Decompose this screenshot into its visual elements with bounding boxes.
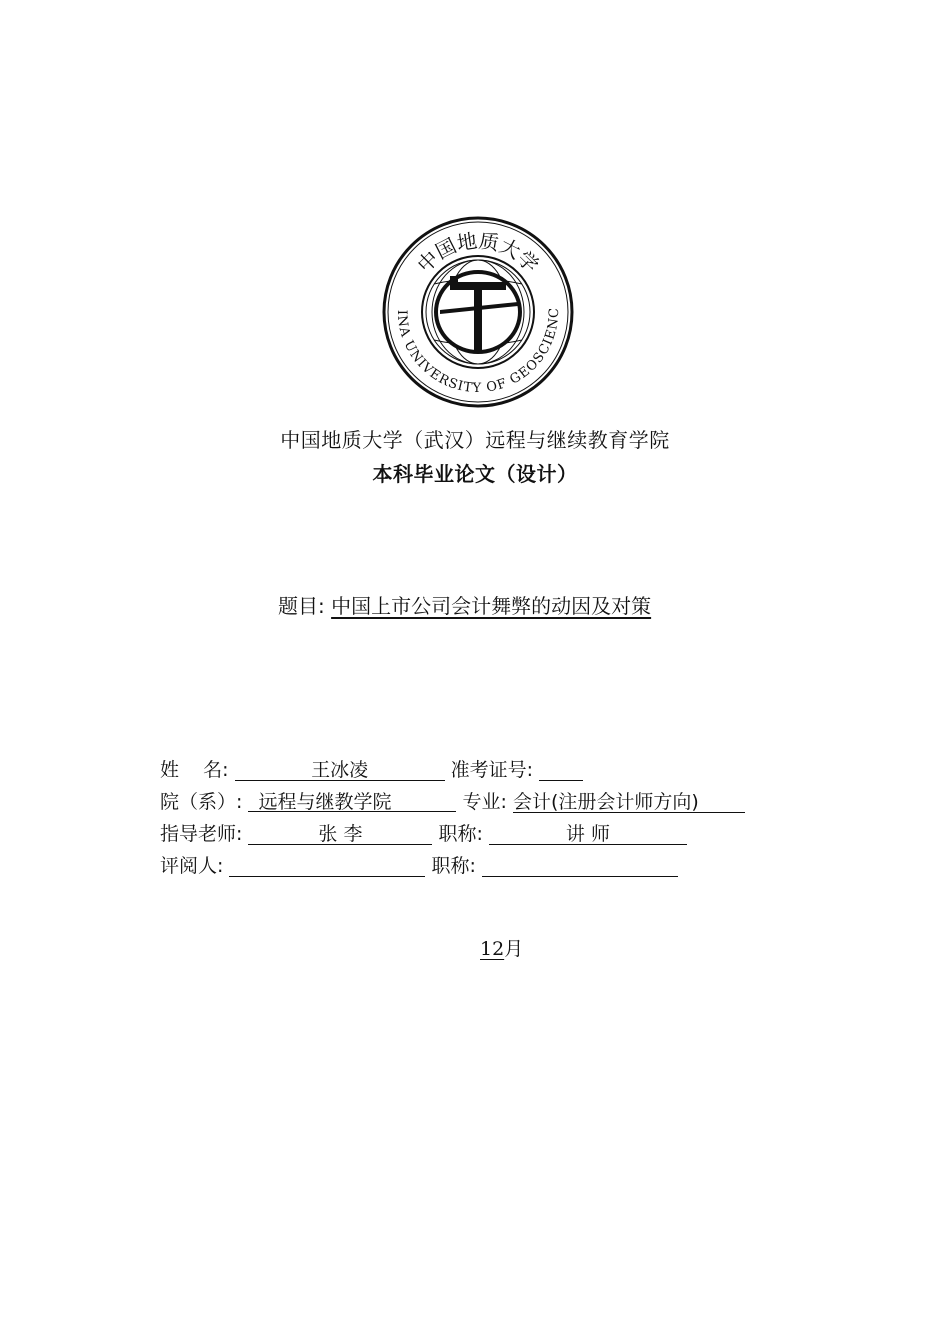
- document-type-heading: 本科毕业论文（设计）: [372, 462, 578, 486]
- date-row: [466, 934, 523, 961]
- thesis-title-row: [278, 590, 651, 619]
- info-row-department: [160, 788, 745, 816]
- university-seal: [378, 214, 578, 410]
- thesis-title-label: 题目:: [278, 594, 325, 618]
- reviewer-field: [229, 852, 425, 877]
- institution-heading: 中国地质大学（武汉）远程与继续教育学院: [280, 428, 670, 452]
- svg-text:CHINA UNIVERSITY OF GEOSCIENCE: INA UNIVERSITY OF GEOSCIENC: [393, 306, 563, 397]
- info-row-reviewer: [160, 852, 678, 880]
- major-label: 专业:: [462, 791, 507, 813]
- info-row-name: [160, 756, 583, 784]
- reviewer-label: 评阅人:: [160, 855, 224, 877]
- advisor-field: 张 李: [248, 820, 432, 845]
- department-label: 院（系）:: [160, 791, 243, 813]
- exam-id-label: 准考证号:: [450, 759, 534, 781]
- info-row-advisor: [160, 820, 687, 848]
- advisor-title-field: 讲 师: [489, 820, 687, 845]
- advisor-title-label: 职称:: [438, 823, 483, 845]
- exam-id-field: [539, 756, 583, 781]
- reviewer-title-field: [482, 852, 678, 877]
- month-value: 12: [480, 938, 505, 960]
- reviewer-title-label: 职称:: [431, 855, 476, 877]
- seal-emblem-icon: [378, 214, 578, 410]
- thesis-title-value: 中国上市公司会计舞弊的动因及对策: [331, 594, 652, 618]
- major-field: 会计(注册会计师方向): [513, 788, 745, 813]
- advisor-label: 指导老师:: [160, 823, 243, 845]
- name-field: 王冰凌: [235, 756, 445, 781]
- month-unit: 月: [504, 938, 524, 960]
- department-field: 远程与继教学院: [248, 788, 456, 812]
- svg-text:中国地质大学: 中国地质大学: [412, 228, 544, 278]
- name-label: 姓 名:: [160, 759, 229, 781]
